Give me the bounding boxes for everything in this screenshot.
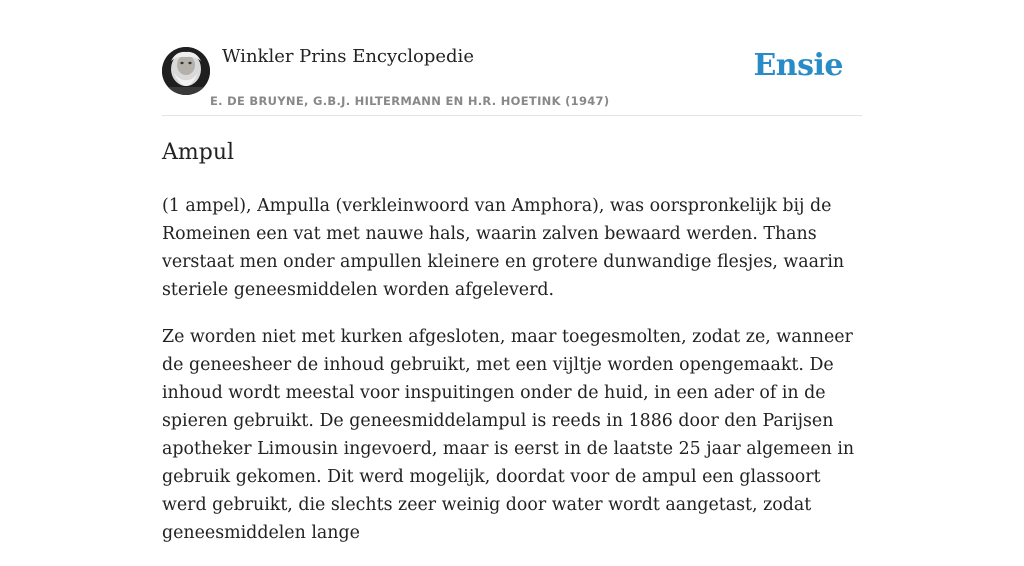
portrait-icon — [162, 47, 210, 95]
publication-authors: E. DE BRUYNE, G.B.J. HILTERMANN EN H.R. HOETINK (1947) — [210, 94, 610, 108]
publication-avatar[interactable] — [162, 47, 210, 95]
article-body — [162, 192, 862, 566]
publication-title[interactable]: Winkler Prins Encyclopedie — [222, 46, 474, 67]
article-paragraph: (1 ampel), Ampulla (verkleinwoord van Amphora), was oorspronkelijk bij de Romeinen een vat met nauwe hals, waarin zalven bewaard werden. Thans verstaat men onder ampullen kleinere en grotere dunwandige flesjes, waarin steriele geneesmiddelen worden afgeleverd. — [162, 196, 845, 300]
page-container — [162, 0, 862, 543]
article-paragraph: Ze worden niet met kurken afgesloten, maar toegesmolten, zodat ze, wanneer de geneesheer de inhoud gebruikt, met een vijltje worden opengemaakt. De inhoud wordt meestal voor inspuitingen onder de huid, in een ader of in de spieren gebruikt. De geneesmiddelampul is reeds in 1886 door den Parijsen apotheker Limousin ingevoerd, maar is eerst in de laatste 25 jaar algemeen in gebruik gekomen. Dit werd mogelijk, doordat voor de ampul een glassoort werd gebruikt, die slechts zeer weinig door water wordt aangetast, zodat geneesmiddelen lange — [162, 327, 855, 543]
ensie-logo[interactable]: Ensie — [753, 48, 843, 83]
publication-header — [162, 0, 862, 116]
article-title: Ampul — [162, 140, 235, 165]
